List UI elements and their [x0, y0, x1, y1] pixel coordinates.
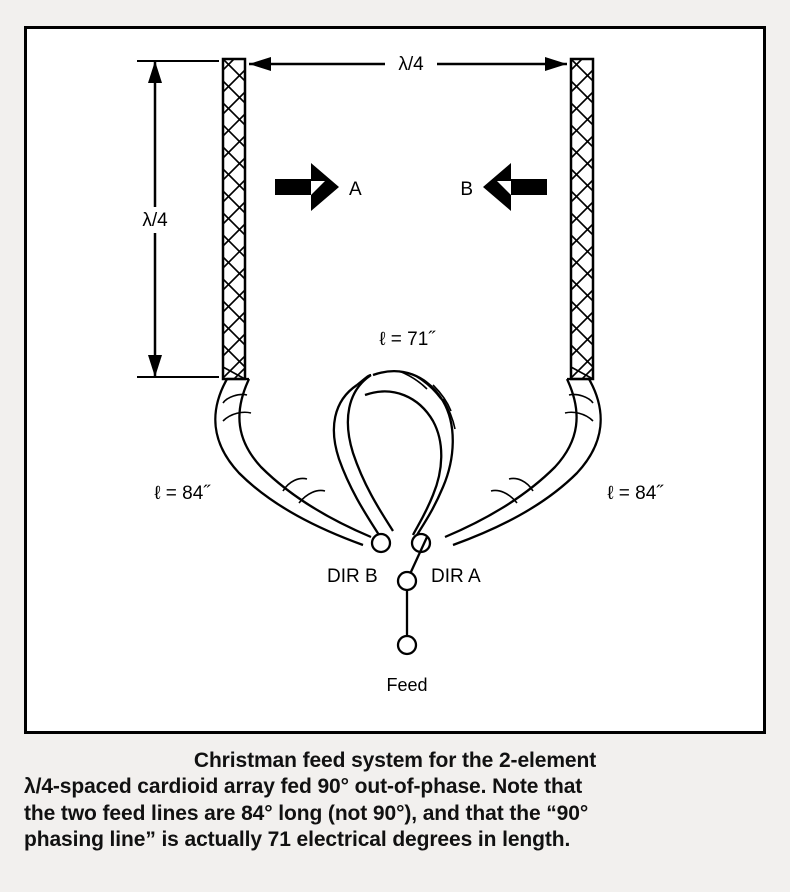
antenna-element-left — [223, 59, 245, 379]
element-b-label: B — [460, 179, 473, 200]
direction-arrow-b — [483, 163, 547, 211]
feed-label: Feed — [386, 675, 428, 695]
caption-line-1: Christman feed system for the 2-element — [193, 749, 597, 772]
feedline-right — [445, 379, 601, 545]
antenna-element-right — [571, 59, 593, 379]
christman-feed-diagram — [27, 29, 763, 731]
phasing-line-length-label: ℓ = 71˝ — [379, 329, 435, 350]
top-spacing-label: λ/4 — [398, 54, 424, 75]
phasing-line-loop — [334, 371, 455, 535]
caption-line-3: the two feed lines are 84° long (not 90°), and that the “90° — [24, 801, 589, 825]
terminal-dir-b — [372, 534, 390, 552]
right-feedline-length-label: ℓ = 84˝ — [607, 483, 663, 504]
left-feedline-length-label: ℓ = 84˝ — [154, 483, 210, 504]
figure-caption — [24, 748, 766, 854]
dir-b-label: DIR B — [327, 566, 378, 587]
element-a-label: A — [349, 179, 362, 200]
caption-line-2: λ/4-spaced cardioid array fed 90° out-of-phase. Note that — [24, 775, 583, 799]
figure-frame — [24, 26, 766, 734]
terminal-feed-upper — [398, 572, 416, 590]
dir-a-label: DIR A — [431, 566, 481, 587]
left-spacing-label: λ/4 — [142, 210, 168, 231]
caption-line-4: phasing line” is actually 71 electrical degrees in length. — [24, 828, 571, 852]
feedline-left — [215, 379, 371, 545]
direction-arrow-a — [275, 163, 339, 211]
terminal-feed-lower — [398, 636, 416, 654]
